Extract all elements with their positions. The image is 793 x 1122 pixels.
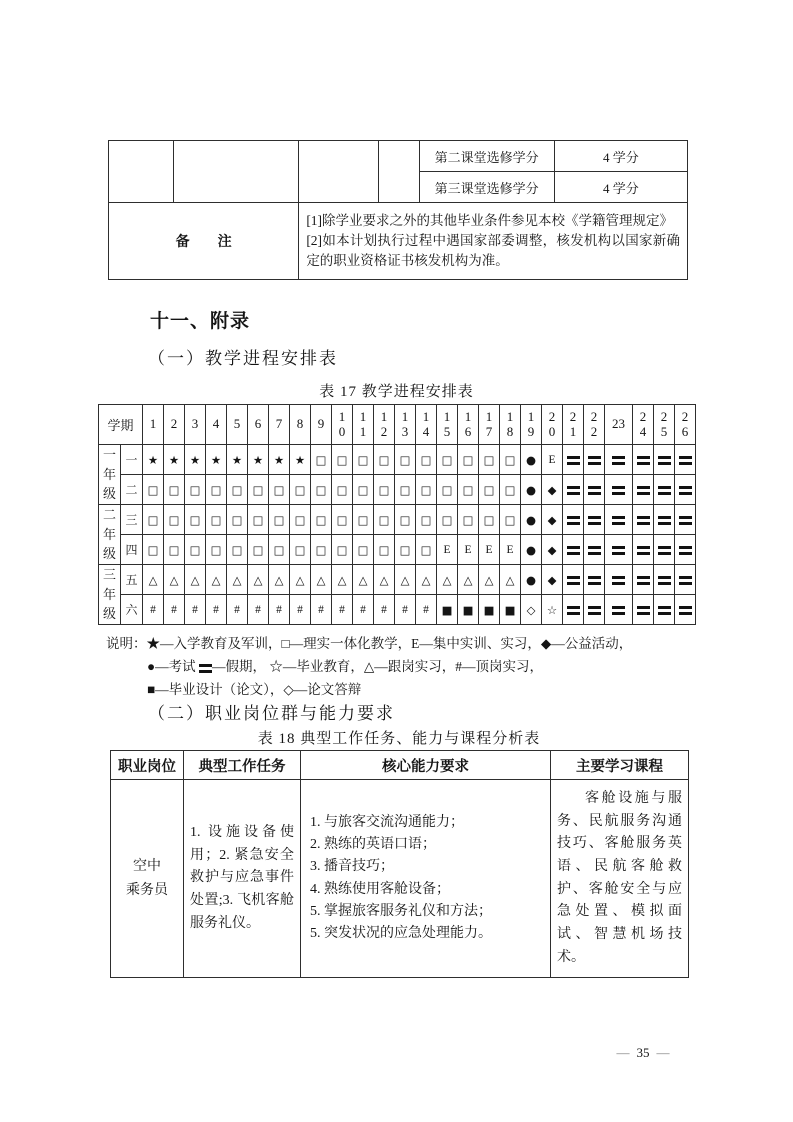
schedule-cell: ● bbox=[521, 475, 542, 505]
holiday-cell bbox=[675, 565, 696, 595]
week-header-5: 5 bbox=[227, 405, 248, 445]
holiday-symbol bbox=[658, 516, 671, 525]
semester-label: 五 bbox=[121, 565, 143, 595]
schedule-row-sem-二 bbox=[99, 475, 696, 505]
holiday-cell bbox=[675, 445, 696, 475]
week-header-4: 4 bbox=[206, 405, 227, 445]
holiday-cell bbox=[633, 505, 654, 535]
schedule-cell: □ bbox=[374, 475, 395, 505]
holiday-symbol bbox=[567, 456, 580, 465]
holiday-symbol bbox=[612, 546, 625, 555]
empty-cell bbox=[379, 141, 419, 203]
jobs-header-row bbox=[111, 751, 689, 780]
schedule-cell: E bbox=[542, 445, 563, 475]
holiday-symbol bbox=[658, 486, 671, 495]
schedule-cell: ● bbox=[521, 535, 542, 565]
ability-item: 1. 与旅客交流沟通能力； bbox=[310, 814, 464, 830]
schedule-cell: ● bbox=[521, 445, 542, 475]
holiday-symbol bbox=[679, 456, 692, 465]
holiday-symbol bbox=[612, 606, 625, 615]
holiday-cell bbox=[675, 535, 696, 565]
schedule-cell: # bbox=[311, 595, 332, 625]
job-position-line: 乘务员 bbox=[126, 882, 168, 898]
schedule-cell: □ bbox=[332, 475, 353, 505]
empty-cell bbox=[299, 141, 379, 203]
schedule-cell: □ bbox=[353, 505, 374, 535]
semester-label: 四 bbox=[121, 535, 143, 565]
schedule-cell: □ bbox=[248, 475, 269, 505]
schedule-cell: □ bbox=[395, 535, 416, 565]
week-header-20: 2 0 bbox=[542, 405, 563, 445]
holiday-cell bbox=[605, 595, 633, 625]
holiday-cell bbox=[563, 445, 584, 475]
schedule-cell: △ bbox=[374, 565, 395, 595]
semester-label: 二 bbox=[121, 475, 143, 505]
legend-line-2-post: —假期， ☆—毕业教育，△—跟岗实习，#—顶岗实习， bbox=[212, 659, 544, 675]
schedule-cell: □ bbox=[500, 475, 521, 505]
schedule-cell: □ bbox=[374, 535, 395, 565]
schedule-cell: △ bbox=[290, 565, 311, 595]
top-table-fragment bbox=[108, 140, 688, 280]
week-header-6: 6 bbox=[248, 405, 269, 445]
schedule-cell: # bbox=[164, 595, 185, 625]
schedule-cell: □ bbox=[269, 505, 290, 535]
semester-label: 三 bbox=[121, 505, 143, 535]
holiday-cell bbox=[584, 535, 605, 565]
schedule-cell: # bbox=[227, 595, 248, 625]
schedule-row-sem-一 bbox=[99, 445, 696, 475]
holiday-symbol bbox=[588, 516, 601, 525]
schedule-cell: ★ bbox=[269, 445, 290, 475]
holiday-cell bbox=[584, 505, 605, 535]
jobs-header-position: 职业岗位 bbox=[111, 751, 184, 780]
holiday-cell bbox=[563, 565, 584, 595]
holiday-symbol bbox=[588, 546, 601, 555]
holiday-cell bbox=[584, 595, 605, 625]
jobs-header-courses: 主要学习课程 bbox=[551, 751, 689, 780]
schedule-cell: ● bbox=[521, 565, 542, 595]
schedule-cell: △ bbox=[458, 565, 479, 595]
schedule-cell: □ bbox=[185, 475, 206, 505]
holiday-cell bbox=[605, 475, 633, 505]
credit-value: 4 学分 bbox=[554, 172, 687, 203]
ability-item: 5. 突发状况的应急处理能力。 bbox=[310, 926, 492, 942]
holiday-cell bbox=[654, 475, 675, 505]
schedule-cell: △ bbox=[416, 565, 437, 595]
legend-line-1: 说明：★—入学教育及军训，□—理实一体化教学，E—集中实训、实习，◆—公益活动， bbox=[106, 636, 633, 651]
credit-value: 4 学分 bbox=[554, 141, 687, 172]
schedule-cell: □ bbox=[395, 475, 416, 505]
jobs-header-tasks: 典型工作任务 bbox=[184, 751, 301, 780]
schedule-cell: △ bbox=[479, 565, 500, 595]
page-number bbox=[600, 1045, 686, 1061]
holiday-symbol bbox=[637, 456, 650, 465]
schedule-cell: □ bbox=[500, 505, 521, 535]
credit-label: 第二课堂选修学分 bbox=[419, 141, 554, 172]
holiday-symbol bbox=[637, 516, 650, 525]
legend-line-2 bbox=[106, 655, 691, 678]
holiday-symbol bbox=[612, 486, 625, 495]
schedule-row-sem-四 bbox=[99, 535, 696, 565]
schedule-cell: □ bbox=[374, 505, 395, 535]
subsection-title-1: （一）教学进程安排表 bbox=[148, 349, 338, 368]
credit-row bbox=[109, 141, 688, 172]
week-header-11: 1 1 bbox=[353, 405, 374, 445]
schedule-cell: △ bbox=[227, 565, 248, 595]
schedule-cell: □ bbox=[416, 505, 437, 535]
week-header-7: 7 bbox=[269, 405, 290, 445]
schedule-cell: △ bbox=[353, 565, 374, 595]
schedule-cell: # bbox=[143, 595, 164, 625]
schedule-cell: ★ bbox=[248, 445, 269, 475]
jobs-row bbox=[111, 780, 689, 978]
credit-label: 第三课堂选修学分 bbox=[419, 172, 554, 203]
schedule-cell: □ bbox=[206, 505, 227, 535]
holiday-cell bbox=[675, 505, 696, 535]
holiday-symbol bbox=[612, 576, 625, 585]
schedule-cell: # bbox=[416, 595, 437, 625]
schedule-cell: □ bbox=[164, 475, 185, 505]
schedule-cell: ◆ bbox=[542, 535, 563, 565]
holiday-cell bbox=[563, 475, 584, 505]
schedule-cell: □ bbox=[500, 445, 521, 475]
ability-item: 4. 熟练使用客舱设备； bbox=[310, 881, 450, 897]
job-tasks-cell bbox=[184, 780, 301, 978]
schedule-cell: □ bbox=[479, 505, 500, 535]
job-position-cell bbox=[111, 780, 184, 978]
week-header-9: 9 bbox=[311, 405, 332, 445]
schedule-cell: □ bbox=[374, 445, 395, 475]
schedule-cell: △ bbox=[437, 565, 458, 595]
schedule-cell: □ bbox=[458, 475, 479, 505]
job-abilities-cell bbox=[301, 780, 551, 978]
holiday-symbol bbox=[588, 456, 601, 465]
schedule-cell: □ bbox=[143, 535, 164, 565]
holiday-cell bbox=[654, 445, 675, 475]
schedule-cell: ■ bbox=[479, 595, 500, 625]
schedule-cell: □ bbox=[290, 475, 311, 505]
schedule-cell: □ bbox=[395, 505, 416, 535]
schedule-cell: □ bbox=[458, 445, 479, 475]
schedule-cell: □ bbox=[353, 475, 374, 505]
ability-item: 5. 掌握旅客服务礼仪和方法； bbox=[310, 904, 492, 920]
schedule-cell: □ bbox=[395, 445, 416, 475]
schedule-cell: □ bbox=[311, 475, 332, 505]
schedule-cell: # bbox=[395, 595, 416, 625]
schedule-cell: □ bbox=[311, 535, 332, 565]
week-header-16: 1 6 bbox=[458, 405, 479, 445]
schedule-cell: □ bbox=[143, 475, 164, 505]
remark-row bbox=[109, 203, 688, 280]
holiday-symbol bbox=[679, 576, 692, 585]
schedule-cell: # bbox=[269, 595, 290, 625]
schedule-cell: □ bbox=[353, 535, 374, 565]
holiday-symbol bbox=[637, 576, 650, 585]
schedule-cell: E bbox=[437, 535, 458, 565]
schedule-cell: □ bbox=[311, 445, 332, 475]
holiday-cell bbox=[654, 535, 675, 565]
week-header-15: 1 5 bbox=[437, 405, 458, 445]
schedule-cell: # bbox=[332, 595, 353, 625]
schedule-cell: □ bbox=[290, 535, 311, 565]
holiday-symbol bbox=[612, 456, 625, 465]
holiday-symbol bbox=[637, 606, 650, 615]
week-header-23: 23 bbox=[605, 405, 633, 445]
jobs-header-abilities: 核心能力要求 bbox=[301, 751, 551, 780]
schedule-cell: □ bbox=[332, 505, 353, 535]
holiday-symbol bbox=[679, 606, 692, 615]
week-header-2: 2 bbox=[164, 405, 185, 445]
schedule-cell: □ bbox=[227, 505, 248, 535]
week-header-8: 8 bbox=[290, 405, 311, 445]
schedule-cell: □ bbox=[479, 445, 500, 475]
week-header-17: 1 7 bbox=[479, 405, 500, 445]
holiday-cell bbox=[675, 595, 696, 625]
schedule-cell: # bbox=[353, 595, 374, 625]
holiday-cell bbox=[654, 565, 675, 595]
schedule-cell: # bbox=[206, 595, 227, 625]
table17-caption: 表 17 教学进程安排表 bbox=[319, 384, 474, 400]
week-header-21: 2 1 bbox=[563, 405, 584, 445]
table18-caption: 表 18 典型工作任务、能力与课程分析表 bbox=[257, 731, 541, 747]
schedule-cell: △ bbox=[395, 565, 416, 595]
holiday-cell bbox=[633, 565, 654, 595]
holiday-symbol bbox=[658, 546, 671, 555]
schedule-cell: □ bbox=[269, 475, 290, 505]
schedule-cell: # bbox=[185, 595, 206, 625]
holiday-symbol bbox=[567, 486, 580, 495]
schedule-cell: □ bbox=[437, 445, 458, 475]
schedule-cell: # bbox=[374, 595, 395, 625]
holiday-cell bbox=[633, 475, 654, 505]
holiday-cell bbox=[633, 445, 654, 475]
job-abilities-list bbox=[310, 812, 541, 946]
page-number-dash: — bbox=[656, 1045, 670, 1060]
job-courses-cell bbox=[551, 780, 689, 978]
semester-corner-label: 学期 bbox=[99, 405, 143, 445]
semester-label: 一 bbox=[121, 445, 143, 475]
schedule-row-sem-六 bbox=[99, 595, 696, 625]
job-courses-text: 客舱设施与服务、民航服务沟通技巧、客舱服务英语、民航客舱救护、客舱安全与应急处置、模拟面试、智慧机场技术。 bbox=[557, 791, 682, 965]
job-position-line: 空中 bbox=[133, 858, 161, 874]
ability-item: 2. 熟练的英语口语； bbox=[310, 836, 436, 852]
schedule-table bbox=[98, 404, 696, 625]
schedule-cell: □ bbox=[164, 535, 185, 565]
schedule-cell: △ bbox=[248, 565, 269, 595]
schedule-cell: ◆ bbox=[542, 475, 563, 505]
schedule-cell: E bbox=[500, 535, 521, 565]
holiday-symbol bbox=[658, 606, 671, 615]
holiday-cell bbox=[654, 595, 675, 625]
schedule-cell: □ bbox=[227, 475, 248, 505]
schedule-cell: □ bbox=[206, 475, 227, 505]
schedule-cell: □ bbox=[185, 505, 206, 535]
holiday-symbol bbox=[658, 576, 671, 585]
schedule-cell: □ bbox=[311, 505, 332, 535]
schedule-cell: □ bbox=[164, 505, 185, 535]
holiday-cell bbox=[605, 505, 633, 535]
holiday-cell bbox=[675, 475, 696, 505]
week-header-18: 1 8 bbox=[500, 405, 521, 445]
schedule-cell: □ bbox=[416, 535, 437, 565]
remark-text-cell bbox=[299, 203, 688, 280]
legend-line-3: ■—毕业设计（论文），◇—论文答辩 bbox=[147, 682, 362, 698]
remark-label: 备 注 bbox=[109, 203, 299, 280]
schedule-cell: △ bbox=[206, 565, 227, 595]
ability-item: 3. 播音技巧； bbox=[310, 859, 394, 875]
schedule-cell: □ bbox=[332, 535, 353, 565]
schedule-cell: □ bbox=[416, 445, 437, 475]
schedule-cell: □ bbox=[269, 535, 290, 565]
holiday-symbol bbox=[637, 486, 650, 495]
holiday-cell bbox=[584, 565, 605, 595]
holiday-symbol bbox=[612, 516, 625, 525]
holiday-cell bbox=[633, 535, 654, 565]
schedule-cell: ★ bbox=[290, 445, 311, 475]
week-header-13: 1 3 bbox=[395, 405, 416, 445]
schedule-cell: △ bbox=[269, 565, 290, 595]
schedule-cell: ◇ bbox=[521, 595, 542, 625]
schedule-row-sem-三 bbox=[99, 505, 696, 535]
schedule-row-sem-五 bbox=[99, 565, 696, 595]
schedule-cell: ■ bbox=[437, 595, 458, 625]
schedule-cell: ★ bbox=[164, 445, 185, 475]
schedule-cell: □ bbox=[353, 445, 374, 475]
holiday-cell bbox=[605, 535, 633, 565]
schedule-cell: ★ bbox=[143, 445, 164, 475]
schedule-cell: △ bbox=[500, 565, 521, 595]
holiday-cell bbox=[563, 535, 584, 565]
semester-label: 六 bbox=[121, 595, 143, 625]
holiday-cell bbox=[605, 565, 633, 595]
week-header-22: 2 2 bbox=[584, 405, 605, 445]
week-header-24: 2 4 bbox=[633, 405, 654, 445]
schedule-cell: □ bbox=[290, 505, 311, 535]
schedule-cell: ◆ bbox=[542, 565, 563, 595]
schedule-cell: □ bbox=[416, 475, 437, 505]
week-header-12: 1 2 bbox=[374, 405, 395, 445]
schedule-cell: □ bbox=[206, 535, 227, 565]
schedule-cell: △ bbox=[185, 565, 206, 595]
schedule-cell: E bbox=[458, 535, 479, 565]
page-number-dash: — bbox=[616, 1045, 630, 1060]
schedule-cell: □ bbox=[479, 475, 500, 505]
section-title: 十一、附录 bbox=[150, 311, 251, 332]
year-label: 三年级 bbox=[99, 565, 121, 625]
week-header-26: 2 6 bbox=[675, 405, 696, 445]
holiday-symbol bbox=[567, 576, 580, 585]
schedule-cell: □ bbox=[248, 505, 269, 535]
year-label: 一年级 bbox=[99, 445, 121, 505]
holiday-symbol bbox=[199, 664, 212, 673]
page-number-value: 35 bbox=[636, 1045, 650, 1060]
schedule-cell: # bbox=[248, 595, 269, 625]
holiday-symbol bbox=[567, 546, 580, 555]
holiday-cell bbox=[584, 475, 605, 505]
week-header-25: 2 5 bbox=[654, 405, 675, 445]
schedule-header-row bbox=[99, 405, 696, 445]
schedule-cell: △ bbox=[164, 565, 185, 595]
holiday-symbol bbox=[679, 546, 692, 555]
schedule-cell: △ bbox=[332, 565, 353, 595]
schedule-cell: □ bbox=[248, 535, 269, 565]
schedule-cell: ★ bbox=[206, 445, 227, 475]
holiday-symbol bbox=[567, 606, 580, 615]
schedule-cell: □ bbox=[332, 445, 353, 475]
schedule-cell: ★ bbox=[227, 445, 248, 475]
schedule-cell: □ bbox=[143, 505, 164, 535]
week-header-3: 3 bbox=[185, 405, 206, 445]
holiday-symbol bbox=[679, 516, 692, 525]
schedule-cell: ★ bbox=[185, 445, 206, 475]
schedule-cell: ◆ bbox=[542, 505, 563, 535]
schedule-cell: □ bbox=[185, 535, 206, 565]
schedule-cell: □ bbox=[437, 505, 458, 535]
holiday-symbol bbox=[679, 486, 692, 495]
remark-line: [2]如本计划执行过程中遇国家部委调整，核发机构以国家新确定的职业资格证书核发机构为准。 bbox=[306, 232, 680, 269]
empty-cell bbox=[109, 141, 174, 203]
holiday-cell bbox=[605, 445, 633, 475]
schedule-cell: E bbox=[479, 535, 500, 565]
year-label: 二年级 bbox=[99, 505, 121, 565]
holiday-cell bbox=[563, 505, 584, 535]
legend-line-2-pre: ●—考试 bbox=[147, 659, 200, 675]
schedule-legend bbox=[106, 632, 691, 702]
holiday-symbol bbox=[588, 576, 601, 585]
schedule-cell: □ bbox=[437, 475, 458, 505]
holiday-symbol bbox=[637, 546, 650, 555]
jobs-table bbox=[110, 750, 689, 978]
holiday-cell bbox=[563, 595, 584, 625]
holiday-cell bbox=[633, 595, 654, 625]
schedule-cell: ☆ bbox=[542, 595, 563, 625]
schedule-cell: ■ bbox=[500, 595, 521, 625]
holiday-symbol bbox=[658, 456, 671, 465]
schedule-cell: ● bbox=[521, 505, 542, 535]
job-tasks-text: 1. 设施设备使用；2. 紧急安全救护与应急事件处置;3. 飞机客舱服务礼仪。 bbox=[190, 825, 294, 931]
empty-cell bbox=[174, 141, 299, 203]
week-header-19: 1 9 bbox=[521, 405, 542, 445]
schedule-cell: # bbox=[290, 595, 311, 625]
holiday-cell bbox=[584, 445, 605, 475]
schedule-cell: □ bbox=[458, 505, 479, 535]
week-header-14: 1 4 bbox=[416, 405, 437, 445]
schedule-cell: △ bbox=[143, 565, 164, 595]
remark-line: [1]除学业要求之外的其他毕业条件参见本校《学籍管理规定》 bbox=[306, 212, 674, 228]
schedule-cell: ■ bbox=[458, 595, 479, 625]
schedule-cell: △ bbox=[311, 565, 332, 595]
schedule-cell: □ bbox=[227, 535, 248, 565]
holiday-cell bbox=[654, 505, 675, 535]
subsection-title-2: （二）职业岗位群与能力要求 bbox=[148, 704, 395, 723]
holiday-symbol bbox=[588, 606, 601, 615]
holiday-symbol bbox=[588, 486, 601, 495]
week-header-10: 1 0 bbox=[332, 405, 353, 445]
week-header-1: 1 bbox=[143, 405, 164, 445]
holiday-symbol bbox=[567, 516, 580, 525]
